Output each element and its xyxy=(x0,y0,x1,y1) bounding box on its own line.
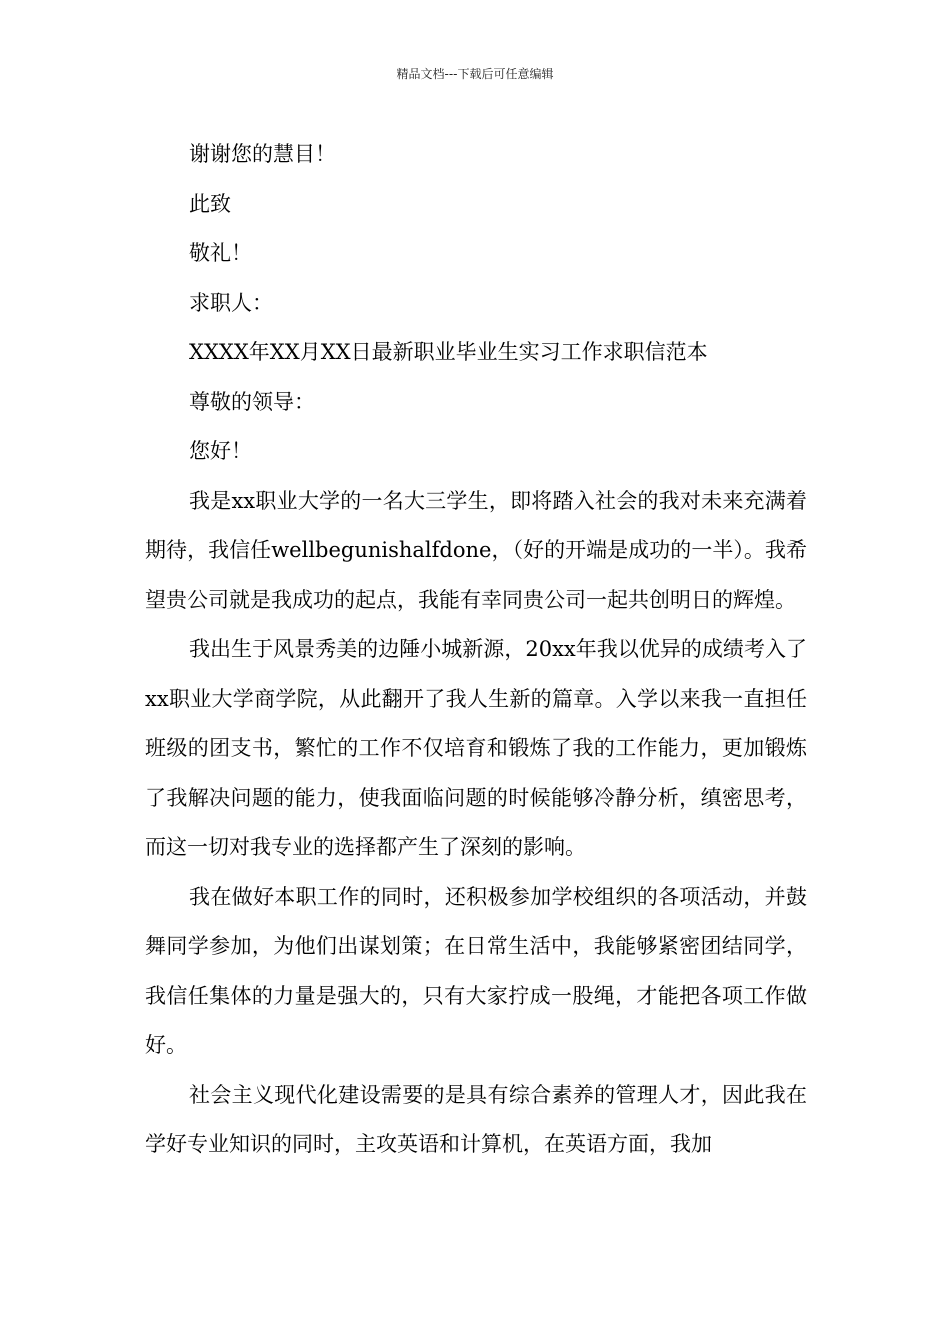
closing-salutation-2: 敬礼！ xyxy=(189,241,252,265)
closing-thanks: 谢谢您的慧目！ xyxy=(189,142,336,166)
body-paragraph-2: 我出生于风景秀美的边陲小城新源，20xx年我以优异的成绩考入了xx职业大学商学院，从此翻开了我人生新的篇章。入学以来我一直担任班级的团支书，繁忙的工作不仅培育和锻炼了我的工作能力，更加锻炼了我解决问题的能力，使我面临问题的时候能够冷静分析，缜密思考，而这一切对我专业的选择都产生了深刻的影响。 xyxy=(145,637,807,859)
letter-greeting: 尊敬的领导： xyxy=(189,389,315,414)
closing-salutation-1: 此致 xyxy=(189,191,231,216)
date-and-title-line: XXXX年XX月XX日最新职业毕业生实习工作求职信范本 xyxy=(189,340,708,364)
letter-hello: 您好！ xyxy=(189,439,252,463)
signature-line: 求职人： xyxy=(189,290,273,315)
body-paragraph-4: 社会主义现代化建设需要的是具有综合素养的管理人才，因此我在学好专业知识的同时，主攻英语和计算机，在英语方面，我加 xyxy=(145,1082,807,1156)
page-header: 精品文档---下载后可任意编辑 xyxy=(396,67,554,81)
body-paragraph-3: 我在做好本职工作的同时，还积极参加学校组织的各项活动，并鼓舞同学参加，为他们出谋划策；在日常生活中，我能够紧密团结同学，我信任集体的力量是强大的，只有大家拧成一股绳，才能把各项工作做好。 xyxy=(145,884,807,1057)
document-body xyxy=(145,130,807,1170)
body-paragraph-1: 我是xx职业大学的一名大三学生，即将踏入社会的我对未来充满着期待，我信任wellbegunishalfdone，（好的开端是成功的一半）。我希望贵公司就是我成功的起点，我能有幸同贵公司一起共创明日的辉煌。 xyxy=(145,488,807,612)
